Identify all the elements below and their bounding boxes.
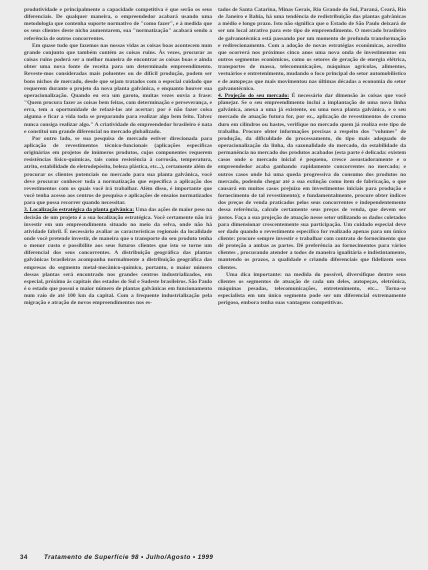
running-title: Tratamento de Superfície 98 • Julho/Agosto • 1999	[43, 554, 214, 561]
paragraph: tados de Santa Catarina, Minas Gerais, Rio Grande do Sul, Paraná, Ceará, Rio de Janeiro e Bahia, há uma tendência de redistribuição das plantas galvânicas a médio e longo prazo. Isto não significa que o Estado de São Paulo deixará de ser um local atrativo para este tipo de empreendimento. O mercado brasileiro de galvanotécnica está passando por um momento de profunda transformação e redirecionamento. Com a adoção de novas estratégias econômicas, acredito que ocorrerá nos próximos cinco anos uma nova onda de investimentos em outros segmentos econômicos, como os setores de geração de energia elétrica, transportes de massa, telecomunicações, máquinas agrícolas, alimentos, vestuários e entretenimento, mudando o foco principal do setor automobilístico e de autopeças que mais movimentou nas últimas décadas a economia do setor galvanotécnico.	[218, 7, 406, 92]
paragraph: Em quase tudo que fazemos nas nossas vidas as coisas boas acontecem num grande conjunto que também contém as coisas ruins. Às vezes, procurar as coisas ruins poderá ser a melhor maneira de encontrar as coisas boas e ainda obter uma nova fonte de receita para um determinado empreendimento. Reveste-mos consideradas mais poluentes ou de difícil produção, podem ser bons nichos de mercado, desde que sejam tratados com o especial cuidado que requerem durante o projeto da nova planta galvânica, e enquanto houver sua operacionalização. Quando eu era um garoto, muitas vezes ouvia a frase: "Quem procura fazer as coisas bem feitas, com determinação e perseverança, e erra, tem a oportunidade de refazê-las até acertar; por é não fazer coisa alguma e ficar a vida toda se preparando para realizar algo bem feito. Talvez nunca consiga realizar algo." A criatividade do empreendedor brasileiro é nata e constitui um grande diferencial no mercado globalizado.	[24, 42, 212, 135]
paragraph: Uma dica importante: na medida do possível, diversifique dentre seus clientes os segmentos de atuação de cada um deles, autopeças, eletrônica, máquinas pesadas, telecomunicações, entretenimento, etc... Torna-se especialista em um único segmento pode ser um diferencial extremamente perigoso, embora tenha suas vantagens competitivas.	[218, 271, 406, 307]
text-column-left	[24, 7, 212, 308]
section-heading-3: 3. Localização estratégica da planta galvânica:	[24, 207, 135, 214]
text-column-right	[218, 7, 406, 308]
section-body-3: Uma das ações de maior peso na decisão de um projeto é a sua localização estratégica. Você certamente não irá investir em um empreendimento situado no meio da selva, onde não há atividade fabril. É necessário avaliar as características regionais da localidade onde você pretende investir, de maneira que o transporte do seu produto tenha o menor custo e possibilite aos seus futuros clientes que isto se torne um diferencial dos seus concorrentes. A distribuição geográfica das plantas galvânicas brasileiras acompanha normalmente a distribuição geográfica das empresas do segmento metal-mecânico-químico, portanto, o maior número dessas plantas será encontrado nos grandes centros industrializados, em especial, próximo às capitais dos estados do Sul e Sudeste brasileiros. São Paulo é o estado que possui o maior número de plantas galvânicas em funcionamento num raio de até 100 km da capital. Com a frequente industrialização pela migração e atração de novos empreendimentos nos es-	[24, 207, 212, 307]
paragraph: produtividade e principalmente a capacidade competitiva é que serão os seus diferenciais. De qualquer maneira, o empreendedor acabará usando uma metodologia que contenha suporte normativo de "como fazer", e à medida que os seus clientes deste nicho aumentarem, sua "normatização" acabará sendo a referência de outros concorrentes.	[24, 7, 212, 42]
section-heading-4: 4. Projeção do seu mercado:	[218, 92, 290, 99]
paragraph: Por outro lado, se sua pesquisa de mercado estiver direcionada para aplicação de revestimentos técnico-funcionais (aplicações específicas originárias em projetos de inúmeros produtos, cujos componentes requerem resistências físico-químicas, tais como resistência à corrosão, temperatura, atrito, estabilidade do eletrodepósito, beleza plástica, etc...), certamente além de procurar os clientes potenciais no mercado para sua planta galvânica, você deve procurar conhecer toda a normatização que especifica a aplicação dos revestimentos com os quais você irá trabalhar. Além disso, é importante que você tenha acesso aos centros de pesquisa e aplicações de ensaios normatizados para que possa recorrer quando necessitar.	[24, 135, 212, 207]
page-footer	[20, 554, 410, 561]
page-number: 34	[20, 554, 28, 561]
section-body-4: É necessário dar dimensão às coisas que você planejar. Se o seu empreendimento incluí a implantação de uma nova linha galvânica, anexa a uma já existente, ou uma nova planta galvânica, e o seu mercado de atuação futura for, por ex., aplicação de revestimentos de cromo duro em cilindros ou hastes, verifique no mercado quem já realiza este tipo de trabalho. Procure obter informações precisas a respeito dos "volumes" de produção, da dificuldade do processamento, do tipo mais adequado de operacionalização da linha, da sazonalidade do mercado, da estabilidade da permanência no mercado dos produtos acabados (esta parte é delicada: existem casos onde o mercado inicial é pequeno, cresce assustadoramente e o empreendedor acaba ganhando rapidamente concorrentes no mercado; e outros casos onde há uma queda progressiva do consumo dos produtos no mercado, podendo chegar até a sua extinção como item de fabricação, o que causará em muitos casos prejuízo em investimentos iniciais para produção e fornecimento de tal revestimento); e fundamentalmente, procure obter índices dos preços de venda praticados pelos seus concorrentes e independentemente dessa referência, calcule certamente seus preços de venda, que devem ser justos. Faça a sua projeção de atuação nesse setor utilizando os dados coletados para dimensionar crescentemente sua participação. Um cuidado especial deve ser dado quando o revestimento específico for realizado apenas para um único cliente: procure sempre investir e trabalhar com contrato de fornecimento que dê proteção a ambas as partes. Dê preferência ao fornecimentos para vários clientes , procurando atender a todos de maneira igualitária e indistintamente, mantendo os prazos, a qualidade e criando diferenciais que fidelizem seus clientes.	[218, 92, 406, 271]
